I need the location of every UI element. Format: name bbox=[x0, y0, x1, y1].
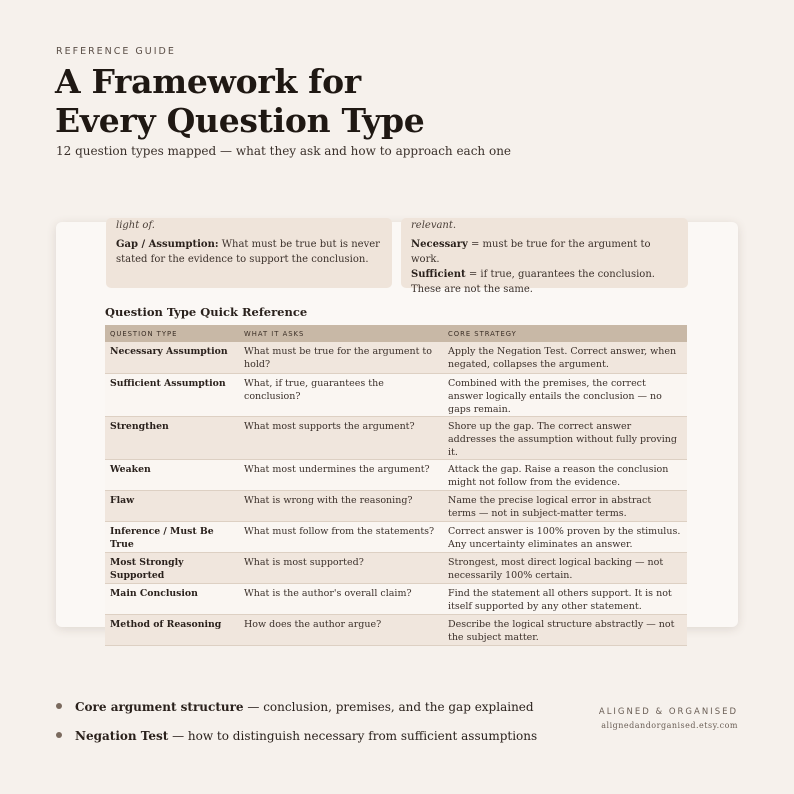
question-type-table bbox=[105, 325, 687, 646]
question-type-cell: Necessary Assumption bbox=[105, 342, 239, 373]
necessary-sufficient-note bbox=[401, 218, 688, 295]
table-row bbox=[105, 490, 687, 521]
core-strategy-cell: Name the precise logical error in abstract terms — not in subject-matter terms. bbox=[443, 490, 687, 521]
column-header-what-it-asks: WHAT IT ASKS bbox=[239, 325, 443, 342]
table-row bbox=[105, 614, 687, 645]
feature-title: Core argument structure bbox=[75, 700, 244, 714]
core-strategy-cell: Combined with the premises, the correct answer logically entails the conclusion — no gaps remain. bbox=[443, 373, 687, 416]
table-row bbox=[105, 552, 687, 583]
question-type-cell: Main Conclusion bbox=[105, 583, 239, 614]
gap-definition bbox=[116, 237, 382, 267]
question-type-cell: Sufficient Assumption bbox=[105, 373, 239, 416]
page-title bbox=[55, 62, 424, 140]
note-fragment: light of. bbox=[116, 220, 155, 231]
question-type-cell: Strengthen bbox=[105, 416, 239, 459]
table-row bbox=[105, 342, 687, 373]
feature-description: — how to distinguish necessary from sufficient assumptions bbox=[168, 729, 538, 743]
eyebrow-label: REFERENCE GUIDE bbox=[56, 46, 176, 57]
feature-list bbox=[56, 699, 537, 757]
brand-url: alignedandorganised.etsy.com bbox=[601, 721, 738, 730]
feature-title: Negation Test bbox=[75, 729, 169, 743]
sufficient-text: = if true, guarantees the conclusion. These are not the same. bbox=[411, 269, 655, 295]
core-strategy-cell: Attack the gap. Raise a reason the conclusion might not follow from the evidence. bbox=[443, 459, 687, 490]
list-item bbox=[56, 728, 537, 757]
what-it-asks-cell: What is wrong with the reasoning? bbox=[239, 490, 443, 521]
core-strategy-cell: Correct answer is 100% proven by the stimulus. Any uncertainty eliminates an answer. bbox=[443, 521, 687, 552]
core-strategy-cell: Apply the Negation Test. Correct answer, when negated, collapses the argument. bbox=[443, 342, 687, 373]
core-strategy-cell: Find the statement all others support. It is not itself supported by any other statement. bbox=[443, 583, 687, 614]
core-strategy-cell: Describe the logical structure abstractly — not the subject matter. bbox=[443, 614, 687, 645]
question-type-cell: Flaw bbox=[105, 490, 239, 521]
title-line-2: Every Question Type bbox=[55, 101, 425, 140]
table-header-row bbox=[105, 325, 687, 342]
what-it-asks-cell: What must follow from the statements? bbox=[239, 521, 443, 552]
table-row bbox=[105, 583, 687, 614]
sufficient-term: Sufficient bbox=[411, 269, 466, 280]
gap-assumption-note bbox=[106, 218, 392, 288]
table-row bbox=[105, 459, 687, 490]
table-row bbox=[105, 416, 687, 459]
core-strategy-cell: Strongest, most direct logical backing — not necessarily 100% certain. bbox=[443, 552, 687, 583]
question-type-cell: Method of Reasoning bbox=[105, 614, 239, 645]
title-line-1: A Framework for bbox=[55, 62, 361, 101]
gap-text: What must be true but is never stated for the evidence to support the conclusion. bbox=[116, 239, 380, 265]
necessary-term: Necessary bbox=[411, 239, 468, 250]
feature-description: — conclusion, premises, and the gap explained bbox=[243, 700, 534, 714]
what-it-asks-cell: What is the author's overall claim? bbox=[239, 583, 443, 614]
column-header-question-type: QUESTION TYPE bbox=[105, 325, 239, 342]
list-item bbox=[56, 699, 537, 728]
necessary-text: = must be true for the argument to work. bbox=[411, 239, 651, 265]
what-it-asks-cell: How does the author argue? bbox=[239, 614, 443, 645]
necessary-sufficient-definition bbox=[411, 237, 678, 297]
question-type-cell: Weaken bbox=[105, 459, 239, 490]
table-heading: Question Type Quick Reference bbox=[105, 305, 308, 319]
question-type-cell: Most Strongly Supported bbox=[105, 552, 239, 583]
what-it-asks-cell: What is most supported? bbox=[239, 552, 443, 583]
page-subtitle: 12 question types mapped — what they ask and how to approach each one bbox=[56, 144, 512, 158]
brand-name: ALIGNED & ORGANISED bbox=[598, 707, 738, 717]
preview-card bbox=[56, 220, 738, 643]
what-it-asks-cell: What most supports the argument? bbox=[239, 416, 443, 459]
core-strategy-cell: Shore up the gap. The correct answer addresses the assumption without fully proving it. bbox=[443, 416, 687, 459]
brand-block bbox=[599, 707, 738, 730]
what-it-asks-cell: What most undermines the argument? bbox=[239, 459, 443, 490]
what-it-asks-cell: What must be true for the argument to hold? bbox=[239, 342, 443, 373]
table-row bbox=[105, 373, 687, 416]
column-header-core-strategy: CORE STRATEGY bbox=[443, 325, 687, 342]
what-it-asks-cell: What, if true, guarantees the conclusion? bbox=[239, 373, 443, 416]
table-row bbox=[105, 521, 687, 552]
question-type-cell: Inference / Must Be True bbox=[105, 521, 239, 552]
note-fragment: relevant. bbox=[411, 220, 457, 231]
gap-term: Gap / Assumption: bbox=[116, 239, 219, 250]
